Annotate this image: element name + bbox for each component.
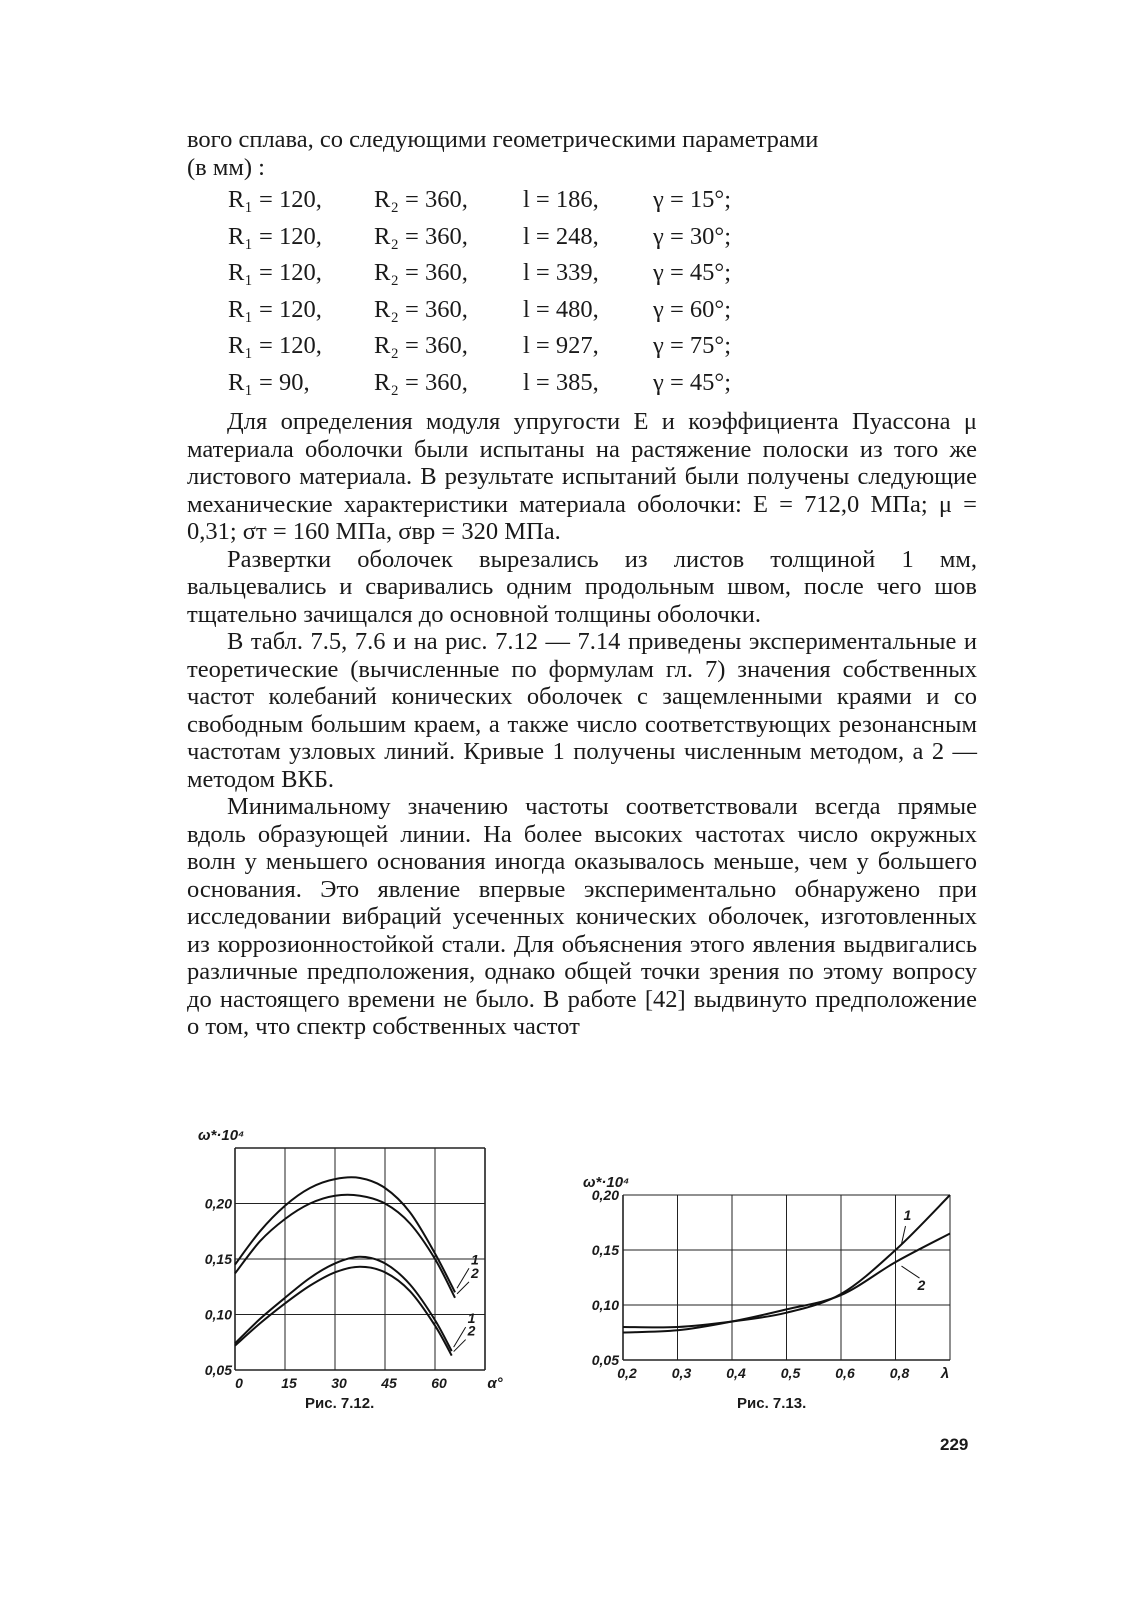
param-r2: R₂ = 360, <box>374 295 468 323</box>
param-gamma: γ = 45°; <box>653 368 731 396</box>
x-tick-label: 0 <box>235 1375 243 1390</box>
param-gamma: γ = 45°; <box>653 259 731 286</box>
paragraph-results: В табл. 7.5, 7.6 и на рис. 7.12 — 7.14 приведены экспериментальные и теоретические (вычисленные по формулам гл. 7) значения собственных частот колебаний конических оболочек с защемленными краями и со свободным большим краем, а также число соответствующих резонансным частотам узловых линий. Кривые 1 получены численным методом, а 2 — методом ВКБ. <box>187 628 977 793</box>
param-r1: R₁ = 120, <box>228 259 322 286</box>
y-tick-label: 0,05 <box>591 1352 619 1368</box>
param-gamma: γ = 30°; <box>653 222 731 250</box>
figure-caption: Рис. 7.12. <box>305 1395 375 1412</box>
x-tick-label: 15 <box>281 1375 297 1390</box>
series-label: 1 <box>467 1310 476 1327</box>
chart-7-13 <box>575 1165 975 1390</box>
param-l: l = 248, <box>523 222 599 250</box>
series-line <box>235 1195 455 1298</box>
y-tick-label: 0,20 <box>591 1187 619 1203</box>
series-label-leader <box>457 1268 469 1288</box>
x-tick-label: 0,5 <box>780 1365 801 1381</box>
param-l: l = 339, <box>523 259 599 286</box>
series-label: 1 <box>471 1251 479 1268</box>
param-r1: R₁ = 120, <box>228 295 322 323</box>
series-label: 2 <box>467 1322 476 1339</box>
param-r2: R₂ = 360, <box>374 222 468 250</box>
param-r1: R₁ = 90, <box>228 368 310 396</box>
paragraph-material-properties: Для определения модуля упругости E и коэффициента Пуассона μ материала оболочки были испытаны на растяжение полоски из того же листового материала. В результате испытаний были получены следующие механические характеристики материала оболочки: E = 712,0 МПа; μ = 0,31; σт = 160 МПа, σвр = 320 МПа. <box>187 408 977 545</box>
intro-line-2: (в мм) : <box>187 153 265 181</box>
chart-7-12 <box>190 1120 520 1390</box>
intro-text <box>187 126 977 181</box>
figure-caption: Рис. 7.13. <box>737 1395 807 1412</box>
x-tick-label: 60 <box>431 1375 447 1390</box>
x-tick-label: 0,2 <box>617 1365 637 1381</box>
figure-7-13 <box>575 1165 975 1425</box>
y-tick-label: 0,10 <box>204 1306 232 1323</box>
series-label-leader <box>454 1327 466 1347</box>
param-r2: R₂ = 360, <box>374 332 468 359</box>
x-tick-label: 45 <box>381 1375 397 1390</box>
param-gamma: γ = 15°; <box>653 186 731 213</box>
param-l: l = 385, <box>523 368 599 396</box>
x-tick-label: 0,8 <box>889 1365 910 1381</box>
y-tick-label: 0,05 <box>204 1362 232 1378</box>
series-label: 2 <box>471 1264 479 1281</box>
y-tick-label: 0,20 <box>204 1195 232 1212</box>
param-r2: R₂ = 360, <box>374 368 468 396</box>
param-r1: R₁ = 120, <box>228 332 322 359</box>
x-tick-label: 0,3 <box>671 1365 692 1381</box>
y-tick-label: 0,10 <box>591 1297 619 1313</box>
intro-line-1: вого сплава, со следующими геометрическими параметрами <box>187 126 819 153</box>
param-l: l = 186, <box>523 186 599 213</box>
x-tick-label: 0,6 <box>835 1365 855 1381</box>
x-tick-label: 0,4 <box>726 1365 746 1381</box>
y-axis-label: ω*·10⁴ <box>583 1174 630 1191</box>
series-label: 2 <box>917 1277 926 1294</box>
series-label-leader <box>454 1340 466 1352</box>
paragraph-fabrication: Развертки оболочек вырезались из листов толщиной 1 мм, вальцевались и сваривались одним продольным швом, после чего шов тщательно зачищался до основной толщины оболочки. <box>187 545 977 628</box>
series-label-leader <box>457 1282 469 1294</box>
param-r2: R₂ = 360, <box>374 186 468 213</box>
x-axis-label: λ <box>940 1365 950 1382</box>
x-tick-label: 30 <box>331 1375 347 1390</box>
param-r2: R₂ = 360, <box>374 259 468 286</box>
param-r1: R₁ = 120, <box>228 222 322 250</box>
series-label: 1 <box>903 1207 912 1223</box>
body-text <box>187 408 977 1041</box>
x-axis-label: α° <box>487 1375 503 1390</box>
param-l: l = 927, <box>523 332 599 359</box>
figure-7-12 <box>190 1120 520 1420</box>
paragraph-discussion: Минимальному значению частоты соответствовали всегда прямые вдоль образующей линии. На более высоких частотах число окружных волн у меньшего основания иногда оказывалось меньше, чем у большего основания. Это явление впервые экспериментально обнаружено при исследовании вибраций усеченных конических оболочек, изготовленных из коррозионностойкой стали. Для объяснения этого явления выдвигались различные предположения, однако общей точки зрения по этому вопросу до настоящего времени не было. В работе [42] выдвинуто предположение о том, что спектр собственных частот <box>187 793 977 1040</box>
param-l: l = 480, <box>523 295 599 323</box>
param-gamma: γ = 60°; <box>653 295 731 323</box>
y-tick-label: 0,15 <box>204 1251 232 1267</box>
page-number: 229 <box>940 1435 969 1454</box>
y-tick-label: 0,15 <box>591 1242 619 1258</box>
y-axis-label: ω*·10⁴ <box>198 1127 245 1144</box>
param-r1: R₁ = 120, <box>228 186 322 213</box>
param-gamma: γ = 75°; <box>653 332 731 359</box>
